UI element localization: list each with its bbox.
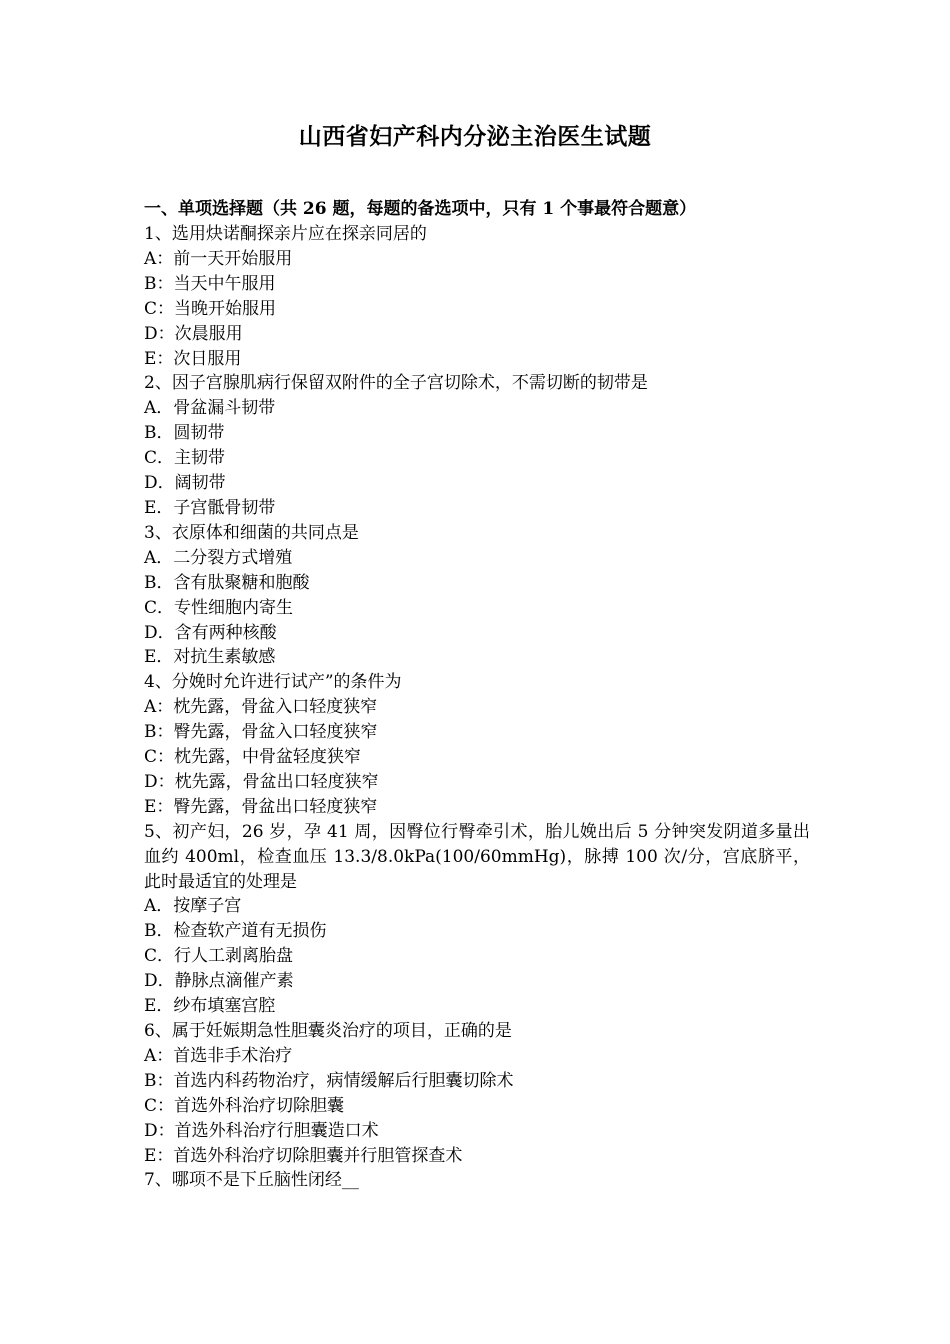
question-stem: 6、属于妊娠期急性胆囊炎治疗的项目，正确的是	[144, 1021, 512, 1041]
answer-option: E：次日服用	[144, 348, 242, 369]
answer-option: C：枕先露，中骨盆轻度狭窄	[144, 747, 362, 768]
question-7	[144, 1168, 810, 1193]
question-stem: 2、因子宫腺肌病行保留双附件的全子宫切除术，不需切断的韧带是	[144, 373, 648, 394]
answer-option: D：次晨服用	[144, 323, 243, 344]
answer-option: C．专性细胞内寄生	[144, 597, 294, 618]
answer-option: C．行人工剥离胎盘	[144, 946, 294, 967]
answer-option: B．含有肽聚糖和胞酸	[144, 572, 310, 593]
answer-option: D．静脉点滴催产素	[144, 971, 294, 992]
question-stem: 1、选用炔诺酮探亲片应在探亲同居的	[144, 224, 427, 244]
answer-option: E．对抗生素敏感	[144, 647, 276, 668]
answer-option: E．子宫骶骨韧带	[144, 497, 276, 518]
question-5	[144, 820, 810, 1019]
answer-option: E：臀先露，骨盆出口轻度狭窄	[144, 796, 378, 817]
question-3	[144, 521, 810, 670]
question-2	[144, 371, 810, 520]
answer-option: B．圆韧带	[144, 423, 225, 444]
answer-option: E：首选外科治疗切除胆囊并行胆管探查术	[144, 1145, 463, 1166]
section-heading: 一、单项选择题（共 26 题，每题的备选项中，只有 1 个事最符合题意）	[144, 199, 697, 219]
answer-option: B．检查软产道有无损伤	[144, 921, 327, 942]
answer-option: D．含有两种核酸	[144, 622, 277, 643]
answer-option: D：首选外科治疗行胆囊造口术	[144, 1120, 379, 1141]
question-list	[144, 222, 810, 1193]
answer-option: D．阔韧带	[144, 473, 226, 494]
question-stem: 5、初产妇，26 岁，孕 41 周，因臀位行臀牵引术，胎儿娩出后 5 分钟突发阴道多量出血约 400ml，检查血压 13.3/8.0kPa(100/60mmHg)，脉搏 100 次/分，宫底脐平，此时最适宜的处理是	[144, 821, 810, 892]
answer-option: A．按摩子宫	[144, 896, 242, 917]
question-1	[144, 222, 810, 371]
question-stem: 4、分娩时允许进行试产”的条件为	[144, 672, 402, 693]
answer-option: A：前一天开始服用	[144, 248, 293, 269]
answer-option: E．纱布填塞宫腔	[144, 996, 276, 1017]
answer-option: A：首选非手术治疗	[144, 1045, 293, 1066]
answer-option: B：首选内科药物治疗，病情缓解后行胆囊切除术	[144, 1070, 514, 1091]
answer-option: C．主韧带	[144, 448, 226, 469]
document-title: 山西省妇产科内分泌主治医生试题	[298, 123, 652, 150]
answer-option: A：枕先露，骨盆入口轻度狭窄	[144, 697, 378, 718]
answer-option: A．骨盆漏斗韧带	[144, 398, 276, 419]
answer-option: C：首选外科治疗切除胆囊	[144, 1095, 345, 1116]
answer-option: B：臀先露，骨盆入口轻度狭窄	[144, 722, 378, 743]
question-stem: 7、哪项不是下丘脑性闭经__	[144, 1170, 359, 1191]
answer-option: B：当天中午服用	[144, 273, 276, 294]
question-4	[144, 670, 810, 819]
answer-option: C：当晚开始服用	[144, 298, 277, 319]
answer-option: A．二分裂方式增殖	[144, 547, 293, 568]
answer-option: D：枕先露，骨盆出口轻度狭窄	[144, 771, 379, 792]
question-stem: 3、衣原体和细菌的共同点是	[144, 522, 359, 543]
question-6	[144, 1019, 810, 1168]
